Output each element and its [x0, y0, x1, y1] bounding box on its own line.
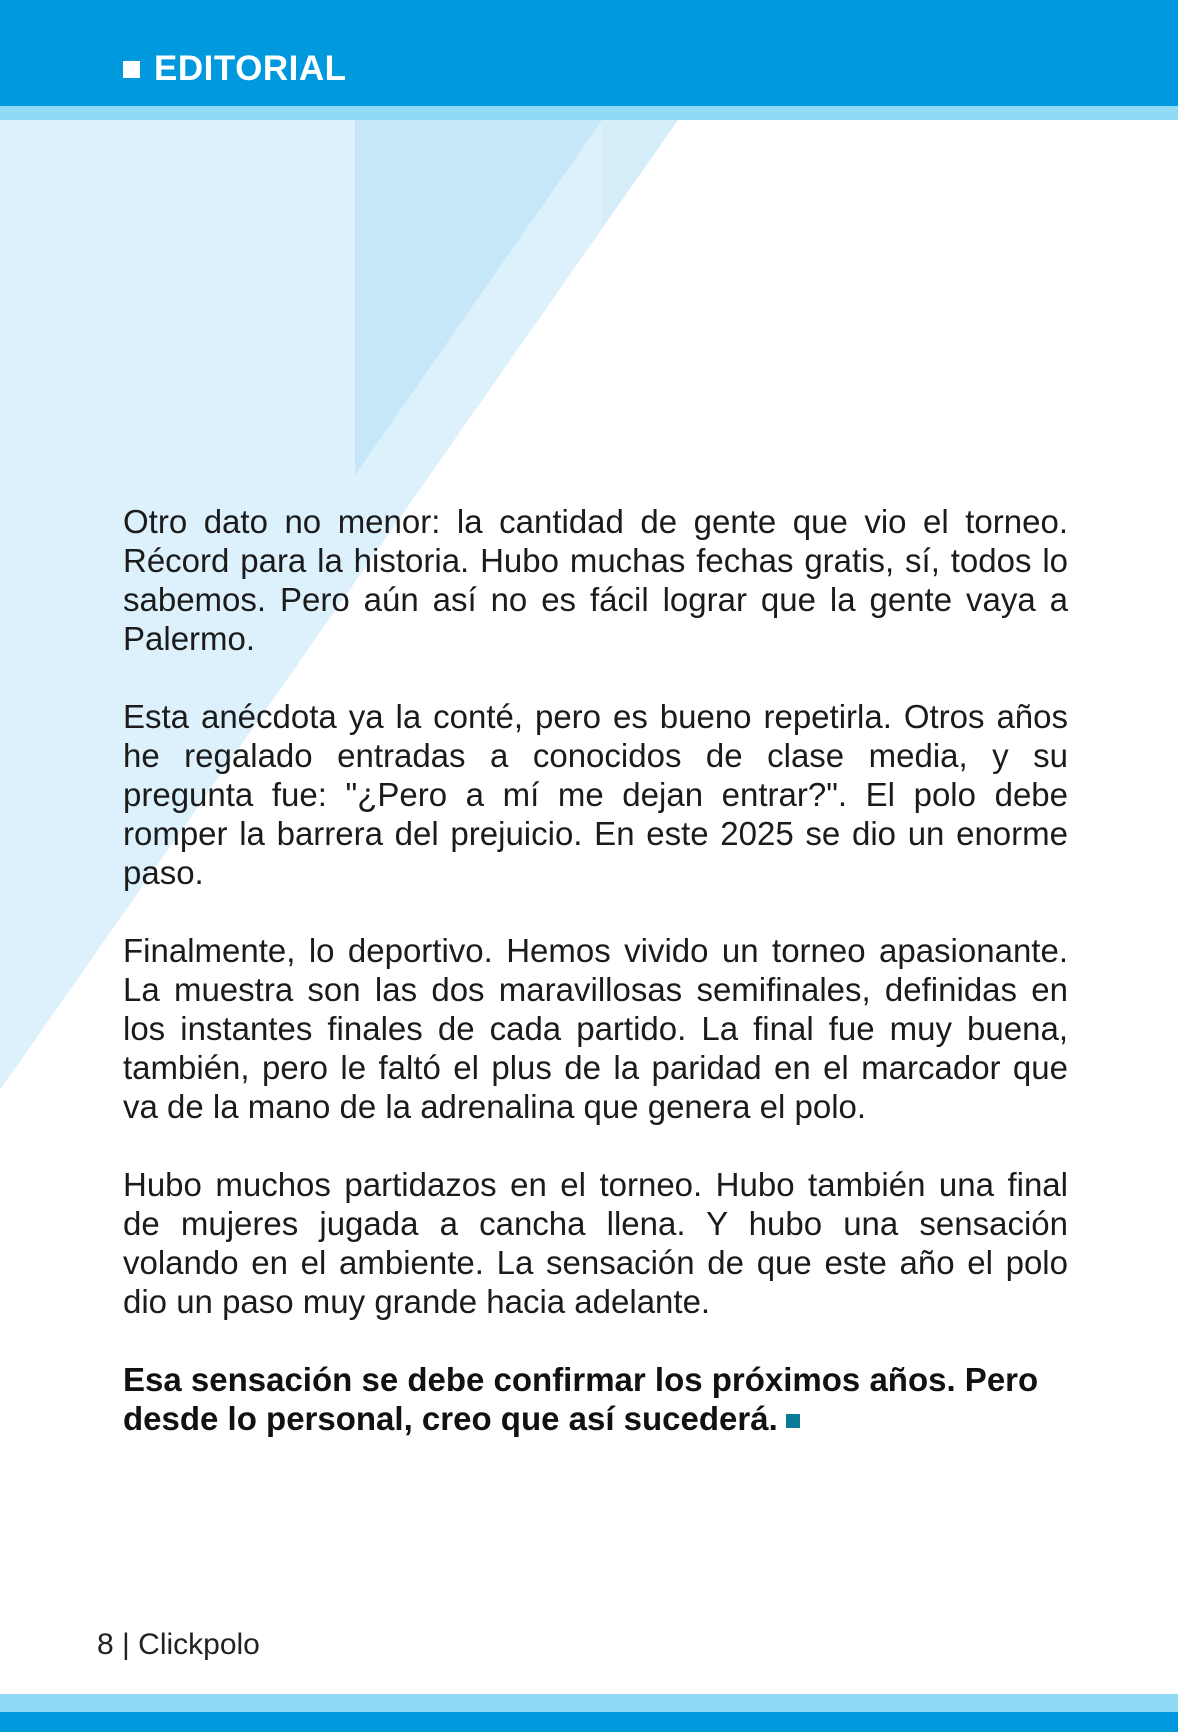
section-square-icon — [123, 61, 140, 78]
footer-stripe — [0, 1694, 1178, 1712]
page-folio: 8 | Clickpolo — [97, 1628, 260, 1661]
paragraph: Hubo muchos partidazos en el torneo. Hubo también una final de mujeres jugada a cancha llena. Y hubo una sensación volando en el ambiente. La sensación de que este año el polo dio un paso muy grande hacia adelante. — [123, 1166, 1068, 1320]
section-label — [123, 44, 346, 94]
closing-paragraph — [123, 1360, 1068, 1438]
closing-text: Esa sensación se debe confirmar los próximos años. Pero desde lo personal, creo que así sucederá. — [123, 1361, 1039, 1437]
paragraph: Otro dato no menor: la cantidad de gente que vio el torneo. Récord para la historia. Hubo muchas fechas gratis, sí, todos lo sabemos. Pero aún así no es fácil lograr que la gente vaya a Palermo. — [123, 503, 1068, 657]
section-title: EDITORIAL — [154, 49, 347, 88]
header-stripe — [0, 106, 1178, 120]
footer-bar — [0, 1712, 1178, 1732]
paragraph: Finalmente, lo deportivo. Hemos vivido un torneo apasionante. La muestra son las dos maravillosas semifinales, definidas en los instantes finales de cada partido. La final fue muy buena, también, pero le faltó el plus de la paridad en el marcador que va de la mano de la adrenalina que genera el polo. — [123, 932, 1068, 1125]
paragraph: Esta anécdota ya la conté, pero es bueno repetirla. Otros años he regalado entradas a conocidos de clase media, y su pregunta fue: "¿Pero a mí me dejan entrar?". El polo debe romper la barrera del prejuicio. En este 2025 se dio un enorme paso. — [123, 698, 1068, 891]
end-mark-icon — [786, 1414, 800, 1428]
article-body — [123, 502, 1068, 1477]
